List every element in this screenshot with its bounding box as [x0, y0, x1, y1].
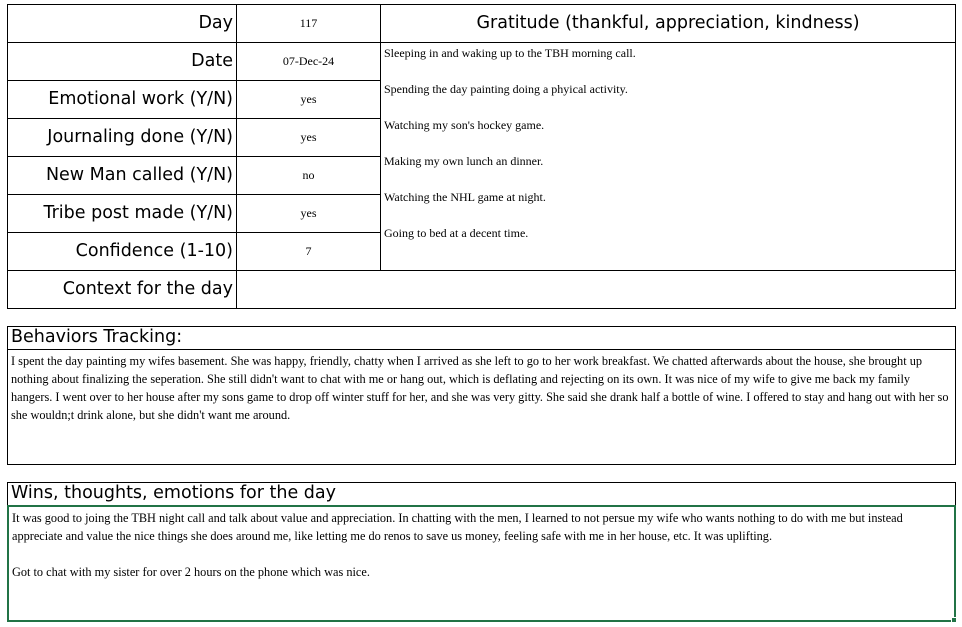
gratitude-item: Spending the day painting doing a phyical activity.	[384, 82, 628, 96]
wins-paragraph-spacer	[12, 545, 951, 563]
context-label: Context for the day	[7, 270, 237, 309]
wins-text[interactable]	[7, 505, 956, 622]
gratitude-item: Watching my son's hockey game.	[384, 118, 545, 132]
gratitude-list[interactable]	[380, 42, 956, 271]
context-value[interactable]	[236, 270, 956, 309]
behaviors-text[interactable]: I spent the day painting my wifes basement. She was happy, friendly, chatty when I arrived as she left to go to her work breakfast. We chatted afterwards about the house, she brought up nothing about finalizing the seperation. She still didn't want to chat with me or hang out, which is deflating and rejecting on its own. It was nice of my wife to give me back my family hangers. I went over to her house after my sons game to drop off winter stuff for her, and she was very gitty. She said she drank half a bottle of wine. I offered to stay and hang out with her so she wouldn;t drink alone, but she didn't want me around.	[7, 349, 956, 465]
gratitude-item: Sleeping in and waking up to the TBH morning call.	[384, 46, 636, 60]
tribe-post-label: Tribe post made (Y/N)	[7, 194, 237, 233]
tribe-post-value[interactable]: yes	[236, 194, 381, 233]
gratitude-title: Gratitude (thankful, appreciation, kindness)	[380, 4, 956, 43]
gratitude-item: Going to bed at a decent time.	[384, 226, 529, 240]
emotional-work-label: Emotional work (Y/N)	[7, 80, 237, 119]
new-man-called-label: New Man called (Y/N)	[7, 156, 237, 195]
behaviors-title: Behaviors Tracking:	[7, 326, 956, 350]
day-label: Day	[7, 4, 237, 43]
date-label: Date	[7, 42, 237, 81]
journaling-label: Journaling done (Y/N)	[7, 118, 237, 157]
selection-fill-handle[interactable]	[951, 617, 957, 623]
emotional-work-value[interactable]: yes	[236, 80, 381, 119]
gratitude-item: Making my own lunch an dinner.	[384, 154, 544, 168]
wins-paragraph: It was good to joing the TBH night call and talk about value and appreciation. In chatting with the men, I learned to not persue my wife who wants nothing to do with me but instead appreciate and value the nice things she does around me, like letting me do renos to save us money, feeling safe with me in her house, etc. It was uplifting.	[12, 511, 903, 543]
confidence-value[interactable]: 7	[236, 232, 381, 271]
gratitude-item: Watching the NHL game at night.	[384, 190, 546, 204]
confidence-label: Confidence (1-10)	[7, 232, 237, 271]
wins-title: Wins, thoughts, emotions for the day	[7, 482, 956, 506]
journaling-value[interactable]: yes	[236, 118, 381, 157]
wins-paragraph: Got to chat with my sister for over 2 hours on the phone which was nice.	[12, 565, 370, 579]
date-value[interactable]: 07-Dec-24	[236, 42, 381, 81]
new-man-called-value[interactable]: no	[236, 156, 381, 195]
day-value[interactable]: 117	[236, 4, 381, 43]
tracker-table	[7, 4, 381, 309]
